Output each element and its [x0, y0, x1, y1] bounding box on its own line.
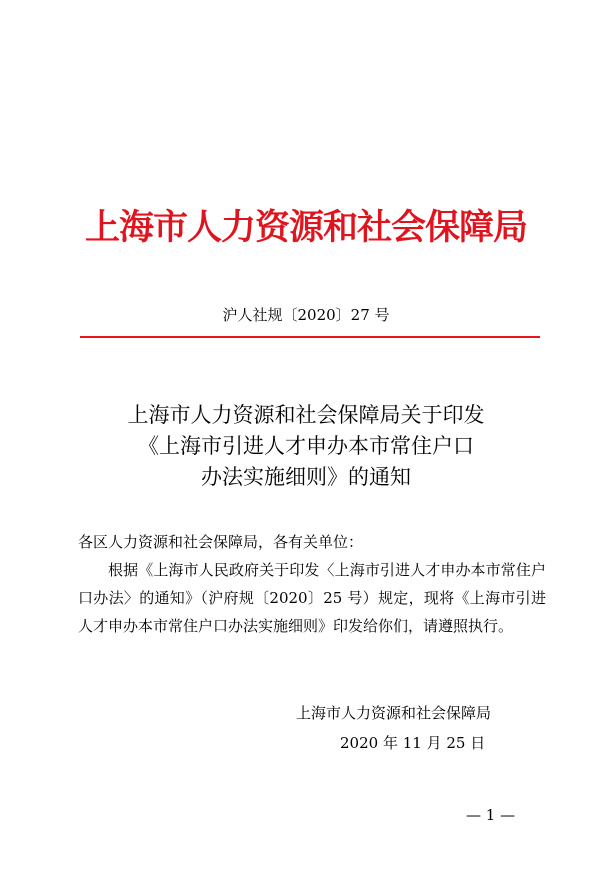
notice-title [0, 400, 612, 493]
issuer-signature: 上海市人力资源和社会保障局 [296, 704, 492, 722]
red-divider-line [80, 336, 540, 338]
document-number: 沪人社规〔2020〕27 号 [222, 306, 390, 324]
notice-body [78, 528, 546, 640]
agency-header-title: 上海市人力资源和社会保障局 [84, 207, 527, 248]
body-paragraph: 根据《上海市人民政府关于印发〈上海市引进人才申办本市常住户口办法〉的通知》（沪府规〔2020〕25 号）规定，现将《上海市引进人才申办本市常住户口办法实施细则》印发给你们，请遵照执行。 [78, 561, 546, 635]
salutation: 各区人力资源和社会保障局，各有关单位： [78, 533, 364, 551]
page-number: — 1 — [466, 806, 516, 824]
notice-title-line-1: 上海市人力资源和社会保障局关于印发 [127, 403, 485, 427]
notice-title-line-3: 办法实施细则》的通知 [201, 465, 411, 489]
notice-title-line-2: 《上海市引进人才申办本市常住户口 [138, 434, 474, 458]
issue-date: 2020 年 11 月 25 日 [340, 734, 486, 752]
